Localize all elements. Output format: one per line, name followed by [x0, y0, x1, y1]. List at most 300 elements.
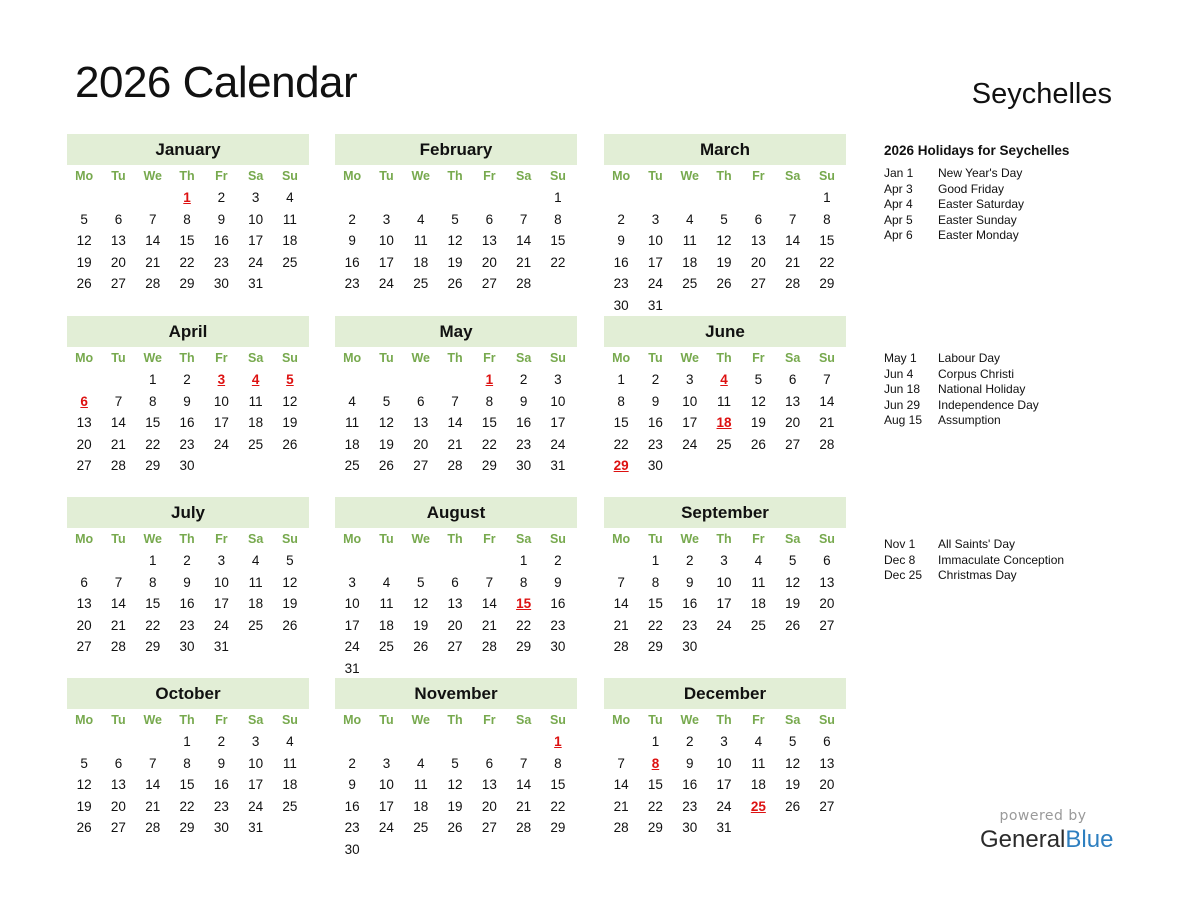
day-cell: 25 [282, 798, 298, 814]
day-cell: 19 [716, 254, 732, 270]
day-cell: 8 [554, 755, 562, 771]
day-cell: 22 [516, 617, 532, 633]
day-cell: 8 [148, 393, 157, 409]
empty-cell [438, 369, 472, 391]
month-november [335, 678, 577, 861]
day-cell: 15 [550, 777, 566, 793]
generalblue-logo[interactable] [980, 808, 1120, 854]
day-cell: 6 [788, 372, 797, 387]
month-october [67, 678, 309, 839]
holiday-item [884, 166, 1024, 182]
day-cell: 13 [750, 233, 766, 249]
day-cell: 30 [179, 458, 195, 474]
weekday-label: Th [447, 532, 463, 546]
day-cell: 12 [785, 574, 801, 590]
holiday-name: Easter Saturday [938, 197, 1025, 212]
holiday-item [884, 367, 1039, 383]
day-cell: 9 [617, 233, 625, 249]
weekday-label: Fr [752, 169, 765, 183]
day-cell: 14 [481, 596, 497, 612]
weekday-header [604, 709, 846, 731]
day-cell: 23 [516, 436, 532, 452]
day-cell: 29 [550, 820, 566, 836]
day-cell: 13 [76, 596, 92, 612]
day-grid [335, 369, 577, 477]
day-cell: 31 [716, 820, 732, 836]
day-cell: 12 [76, 777, 92, 793]
day-cell: 19 [378, 436, 394, 452]
day-cell: 18 [378, 617, 394, 633]
day-cell: 16 [213, 777, 229, 793]
month-september [604, 497, 846, 658]
day-cell: 5 [720, 211, 728, 227]
holiday-list-q4 [884, 537, 1064, 584]
holiday-item [884, 568, 1064, 584]
day-cell: 28 [613, 639, 629, 655]
day-cell: 12 [447, 777, 463, 793]
day-cell: 18 [282, 233, 298, 249]
day-cell: 7 [519, 211, 528, 227]
empty-cell [604, 731, 638, 753]
empty-cell [369, 187, 403, 209]
day-cell: 27 [481, 276, 497, 292]
weekday-label: We [411, 351, 430, 365]
holiday-name: All Saints' Day [938, 537, 1015, 551]
holiday-item [884, 398, 1039, 414]
holiday-date: Apr 4 [884, 197, 913, 212]
day-cell: 17 [213, 596, 229, 612]
empty-cell [775, 187, 809, 209]
day-cell: 14 [785, 233, 801, 249]
day-cell: 24 [213, 436, 229, 452]
day-cell: 2 [348, 211, 356, 227]
day-grid [335, 187, 577, 295]
day-cell: 20 [413, 436, 429, 452]
day-cell: 15 [647, 596, 663, 612]
empty-cell [438, 187, 472, 209]
day-cell: 18 [282, 777, 298, 793]
day-cell: 12 [716, 233, 732, 249]
day-cell: 27 [413, 458, 429, 474]
weekday-label: Fr [215, 169, 228, 183]
day-cell: 3 [720, 734, 728, 749]
day-cell: 10 [378, 233, 394, 249]
day-grid [67, 550, 309, 658]
day-cell: 12 [282, 574, 298, 590]
day-cell: 22 [179, 254, 195, 270]
day-cell: 16 [344, 798, 360, 814]
day-cell: 24 [378, 276, 394, 292]
weekday-label: Fr [483, 169, 496, 183]
day-cell: 3 [720, 553, 728, 568]
day-cell: 20 [76, 617, 92, 633]
holiday-day: 29 [613, 458, 629, 474]
day-cell: 21 [613, 798, 629, 814]
weekday-label: Sa [515, 351, 532, 365]
day-cell: 15 [179, 777, 195, 793]
holiday-item [884, 537, 1064, 553]
day-cell: 11 [413, 777, 428, 793]
weekday-label: Fr [483, 713, 496, 727]
weekday-label: Th [716, 351, 732, 365]
day-cell: 26 [447, 820, 463, 836]
day-cell: 8 [485, 393, 494, 409]
month-title: March [604, 134, 846, 165]
day-cell: 7 [114, 393, 123, 409]
day-cell: 26 [785, 798, 801, 814]
day-cell: 22 [179, 798, 195, 814]
day-cell: 4 [286, 734, 294, 749]
holiday-list-q1 [884, 166, 1024, 244]
day-cell: 13 [481, 777, 497, 793]
day-cell: 25 [413, 276, 429, 292]
day-cell: 16 [179, 596, 195, 612]
day-cell: 23 [647, 436, 663, 452]
weekday-header [67, 347, 309, 369]
day-cell: 3 [382, 211, 391, 227]
holiday-item [884, 553, 1064, 569]
day-cell: 7 [823, 372, 831, 387]
day-cell: 26 [716, 276, 732, 292]
month-title: December [604, 678, 846, 709]
weekday-label: Tu [111, 351, 126, 365]
day-cell: 5 [788, 734, 797, 749]
empty-cell [101, 550, 135, 572]
day-cell: 24 [248, 798, 264, 814]
day-cell: 26 [378, 458, 394, 474]
day-cell: 28 [785, 276, 801, 292]
empty-cell [472, 550, 506, 572]
weekday-label: Sa [515, 532, 532, 546]
day-cell: 5 [80, 211, 88, 227]
day-cell: 16 [682, 596, 698, 612]
day-cell: 23 [179, 436, 195, 452]
day-cell: 6 [451, 574, 459, 590]
month-title: May [335, 316, 577, 347]
weekday-label: Fr [752, 532, 765, 546]
day-cell: 18 [344, 436, 360, 452]
day-cell: 24 [647, 276, 663, 292]
weekday-header [335, 709, 577, 731]
empty-cell [369, 731, 403, 753]
day-cell: 22 [647, 798, 663, 814]
day-cell: 15 [145, 415, 161, 431]
brand-name [980, 826, 1120, 854]
day-cell: 1 [617, 372, 625, 387]
day-cell: 12 [413, 596, 429, 612]
day-cell: 30 [682, 639, 698, 655]
day-cell: 23 [550, 617, 566, 633]
weekday-label: Tu [379, 713, 394, 727]
holiday-day: 18 [716, 415, 732, 431]
day-cell: 17 [378, 254, 394, 270]
weekday-label: We [680, 351, 699, 365]
day-cell: 29 [516, 639, 532, 655]
day-cell: 11 [248, 574, 263, 590]
weekday-label: Sa [515, 169, 532, 183]
holiday-date: Jun 18 [884, 382, 921, 397]
day-cell: 23 [213, 798, 229, 814]
month-february [335, 134, 577, 295]
empty-cell [67, 369, 101, 391]
day-cell: 5 [286, 553, 294, 568]
day-cell: 31 [248, 820, 264, 836]
day-cell: 21 [516, 798, 532, 814]
day-cell: 23 [344, 820, 360, 836]
day-cell: 21 [110, 617, 126, 633]
holiday-day: 5 [286, 372, 294, 387]
day-cell: 29 [145, 458, 161, 474]
holiday-date: Dec 25 [884, 568, 923, 583]
empty-cell [741, 187, 775, 209]
holiday-name: Good Friday [938, 181, 1005, 196]
day-cell: 10 [213, 393, 229, 409]
day-cell: 9 [348, 777, 356, 793]
day-cell: 27 [110, 820, 126, 836]
day-grid [604, 550, 846, 658]
day-cell: 6 [80, 574, 88, 590]
weekday-label: We [143, 169, 162, 183]
day-cell: 17 [248, 777, 264, 793]
holiday-day: 6 [80, 393, 88, 409]
day-grid [67, 731, 309, 839]
day-cell: 13 [481, 233, 497, 249]
day-cell: 7 [114, 574, 123, 590]
month-august [335, 497, 577, 680]
day-cell: 20 [447, 617, 463, 633]
day-cell: 4 [416, 211, 425, 227]
day-cell: 3 [217, 553, 226, 568]
day-cell: 6 [823, 553, 831, 568]
day-cell: 13 [447, 596, 463, 612]
weekday-label: We [411, 169, 430, 183]
day-grid [604, 731, 846, 839]
day-cell: 7 [148, 211, 157, 227]
day-cell: 16 [344, 254, 360, 270]
day-cell: 6 [823, 734, 831, 749]
day-cell: 15 [481, 415, 497, 431]
day-cell: 9 [217, 755, 226, 771]
day-cell: 4 [754, 734, 763, 749]
weekday-header [335, 528, 577, 550]
day-cell: 4 [416, 755, 425, 771]
weekday-label: Mo [612, 713, 631, 727]
day-cell: 1 [651, 734, 660, 749]
day-cell: 18 [413, 798, 429, 814]
day-cell: 31 [248, 276, 264, 292]
day-cell: 31 [647, 297, 663, 313]
day-cell: 22 [647, 617, 663, 633]
day-cell: 24 [213, 617, 229, 633]
day-cell: 3 [251, 734, 260, 749]
day-cell: 22 [145, 617, 161, 633]
day-cell: 22 [550, 254, 566, 270]
day-cell: 20 [819, 777, 835, 793]
weekday-label: We [680, 713, 699, 727]
day-cell: 11 [682, 233, 697, 249]
empty-cell [604, 550, 638, 572]
holiday-name: New Year's Day [938, 166, 1023, 180]
empty-cell [335, 550, 369, 572]
day-cell: 16 [613, 254, 629, 270]
day-cell: 30 [344, 841, 360, 857]
day-cell: 19 [282, 415, 298, 431]
weekday-label: Su [549, 351, 566, 365]
day-cell: 26 [413, 639, 429, 655]
holiday-date: Dec 8 [884, 552, 916, 567]
day-cell: 6 [114, 211, 123, 227]
day-cell: 2 [348, 755, 356, 771]
day-cell: 9 [554, 574, 562, 590]
day-cell: 18 [413, 254, 429, 270]
day-cell: 9 [519, 393, 528, 409]
day-cell: 13 [413, 415, 429, 431]
day-cell: 19 [750, 415, 766, 431]
weekday-label: Sa [247, 713, 264, 727]
empty-cell [472, 731, 506, 753]
day-cell: 6 [754, 211, 763, 227]
day-cell: 2 [217, 734, 226, 749]
day-cell: 9 [651, 393, 660, 409]
day-cell: 19 [282, 596, 298, 612]
empty-cell [638, 187, 672, 209]
holiday-list-q2 [884, 351, 1039, 429]
day-cell: 13 [110, 233, 126, 249]
holiday-item [884, 382, 1039, 398]
day-cell: 30 [213, 820, 229, 836]
day-cell: 2 [183, 553, 191, 568]
brand-blue: Blue [1065, 826, 1114, 853]
day-cell: 27 [447, 639, 463, 655]
weekday-label: Tu [111, 169, 126, 183]
weekday-header [67, 528, 309, 550]
day-cell: 29 [179, 276, 195, 292]
weekday-header [335, 347, 577, 369]
holiday-item [884, 413, 1039, 429]
day-cell: 21 [481, 617, 497, 633]
empty-cell [404, 187, 438, 209]
weekday-header [604, 165, 846, 187]
weekday-label: Tu [379, 532, 394, 546]
day-cell: 22 [145, 436, 161, 452]
weekday-label: Th [716, 532, 732, 546]
month-june [604, 316, 846, 477]
day-cell: 23 [213, 254, 229, 270]
month-april [67, 316, 309, 477]
day-cell: 21 [145, 798, 161, 814]
day-grid [604, 187, 846, 317]
empty-cell [506, 731, 540, 753]
day-cell: 10 [213, 574, 229, 590]
weekday-label: Mo [612, 169, 631, 183]
holiday-date: Nov 1 [884, 537, 916, 551]
day-cell: 13 [76, 415, 92, 431]
day-cell: 24 [248, 254, 264, 270]
day-cell: 6 [485, 211, 494, 227]
day-cell: 7 [148, 755, 157, 771]
weekday-label: We [680, 169, 699, 183]
day-cell: 11 [751, 755, 766, 771]
empty-cell [438, 731, 472, 753]
weekday-label: Sa [784, 351, 801, 365]
day-cell: 20 [110, 254, 126, 270]
day-cell: 3 [348, 574, 356, 590]
weekday-label: Th [716, 713, 732, 727]
holiday-item [884, 182, 1024, 198]
day-cell: 21 [819, 415, 835, 431]
weekday-label: Su [281, 351, 298, 365]
month-title: August [335, 497, 577, 528]
day-cell: 4 [685, 211, 694, 227]
day-cell: 10 [248, 211, 264, 227]
day-cell: 27 [110, 276, 126, 292]
day-grid [67, 369, 309, 477]
day-cell: 4 [348, 393, 356, 409]
day-cell: 5 [451, 211, 459, 227]
day-cell: 7 [485, 574, 494, 590]
empty-cell [404, 369, 438, 391]
day-cell: 14 [613, 777, 629, 793]
weekday-label: We [143, 351, 162, 365]
day-cell: 21 [447, 436, 463, 452]
day-cell: 9 [685, 755, 694, 771]
day-cell: 30 [179, 639, 195, 655]
weekday-label: Th [716, 169, 732, 183]
day-cell: 5 [788, 553, 797, 568]
weekday-label: Tu [379, 351, 394, 365]
empty-cell [369, 369, 403, 391]
day-cell: 30 [647, 458, 663, 474]
weekday-label: Fr [215, 351, 228, 365]
day-cell: 22 [613, 436, 629, 452]
empty-cell [404, 731, 438, 753]
weekday-label: Sa [515, 713, 532, 727]
weekday-label: Tu [648, 351, 663, 365]
day-cell: 25 [344, 458, 360, 474]
weekday-label: Su [549, 169, 566, 183]
holiday-date: Apr 5 [884, 212, 913, 227]
empty-cell [707, 187, 741, 209]
holiday-name: Immaculate Conception [938, 552, 1065, 567]
day-cell: 11 [379, 596, 394, 612]
holiday-day: 1 [554, 734, 562, 749]
holiday-name: Independence Day [938, 397, 1039, 412]
weekday-label: Th [179, 169, 195, 183]
weekday-label: Mo [343, 169, 362, 183]
day-cell: 20 [481, 254, 497, 270]
day-cell: 28 [481, 639, 497, 655]
day-cell: 20 [819, 596, 835, 612]
day-cell: 21 [145, 254, 161, 270]
day-cell: 30 [682, 820, 698, 836]
day-cell: 9 [183, 393, 191, 409]
month-title: September [604, 497, 846, 528]
day-cell: 3 [651, 211, 660, 227]
day-cell: 26 [76, 276, 92, 292]
day-cell: 13 [785, 393, 801, 409]
day-grid [335, 550, 577, 680]
day-cell: 16 [550, 596, 566, 612]
day-cell: 4 [286, 190, 294, 205]
holiday-name: Labour Day [938, 351, 1001, 365]
weekday-label: Fr [483, 351, 496, 365]
weekday-label: Tu [648, 169, 663, 183]
weekday-label: Fr [483, 532, 496, 546]
month-title: October [67, 678, 309, 709]
day-cell: 30 [550, 639, 566, 655]
day-cell: 10 [378, 777, 394, 793]
empty-cell [369, 550, 403, 572]
